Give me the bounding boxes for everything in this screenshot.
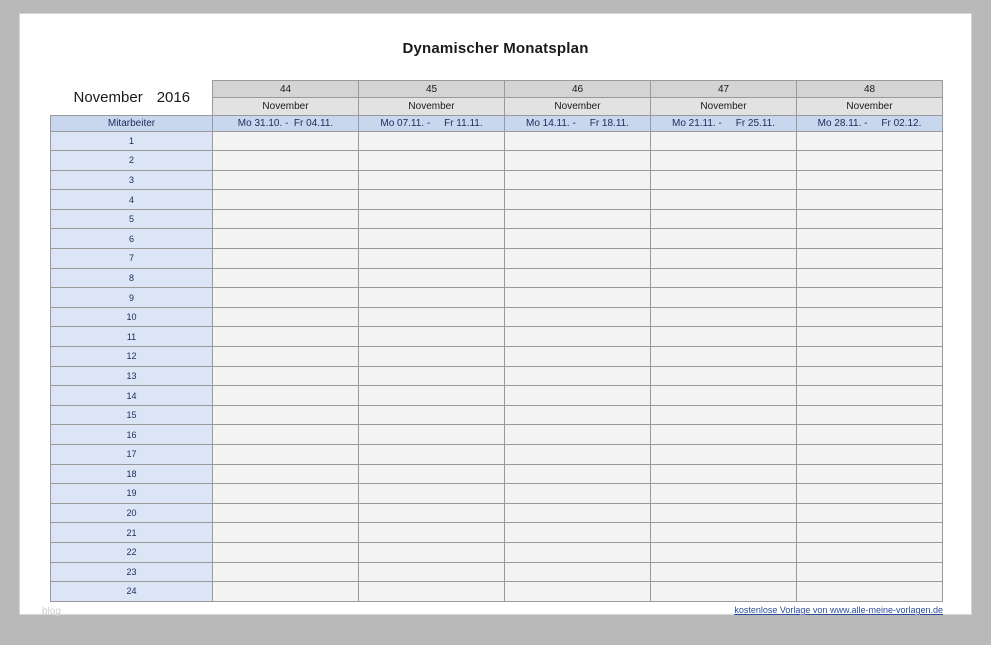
schedule-entry-cell[interactable] (505, 425, 651, 445)
schedule-entry-cell[interactable] (505, 131, 651, 151)
schedule-entry-cell[interactable] (213, 327, 359, 347)
schedule-entry-cell[interactable] (505, 209, 651, 229)
column-month: November (797, 98, 943, 115)
table-row (51, 249, 943, 269)
column-date-range: Mo 31.10. - Fr 04.11. (213, 115, 359, 131)
table-row (51, 523, 943, 543)
schedule-entry-cell[interactable] (213, 366, 359, 386)
schedule-entry-cell[interactable] (505, 503, 651, 523)
table-row (51, 268, 943, 288)
schedule-entry-cell[interactable] (505, 405, 651, 425)
schedule-entry-cell[interactable] (359, 249, 505, 269)
schedule-entry-cell[interactable] (359, 405, 505, 425)
table-row (51, 562, 943, 582)
date-range-row (51, 115, 943, 131)
employee-name-cell[interactable]: 16 (51, 425, 213, 445)
schedule-entry-cell[interactable] (797, 542, 943, 562)
schedule-entry-cell[interactable] (213, 523, 359, 543)
schedule-entry-cell[interactable] (359, 209, 505, 229)
schedule-entry-cell[interactable] (797, 523, 943, 543)
schedule-entry-cell[interactable] (651, 327, 797, 347)
week-number-row (51, 81, 943, 98)
employee-name-cell[interactable]: 8 (51, 268, 213, 288)
schedule-entry-cell[interactable] (797, 582, 943, 602)
schedule-entry-cell[interactable] (797, 484, 943, 504)
schedule-entry-cell[interactable] (797, 562, 943, 582)
week-number: 47 (651, 81, 797, 98)
table-row (51, 425, 943, 445)
employee-name-cell[interactable]: 24 (51, 582, 213, 602)
table-row (51, 327, 943, 347)
schedule-entry-cell[interactable] (651, 190, 797, 210)
schedule-entry-cell[interactable] (359, 288, 505, 308)
employee-name-cell[interactable]: 7 (51, 249, 213, 269)
schedule-entry-cell[interactable] (213, 445, 359, 465)
schedule-entry-cell[interactable] (213, 386, 359, 406)
employee-name-cell[interactable]: 13 (51, 366, 213, 386)
table-row (51, 542, 943, 562)
table-row (51, 131, 943, 151)
document-page (20, 14, 971, 617)
employee-name-cell[interactable]: 2 (51, 151, 213, 171)
table-row (51, 307, 943, 327)
column-date-range: Mo 14.11. - Fr 18.11. (505, 115, 651, 131)
schedule-entry-cell[interactable] (505, 484, 651, 504)
schedule-entry-cell[interactable] (213, 307, 359, 327)
schedule-sheet (50, 80, 943, 602)
schedule-entry-cell[interactable] (359, 464, 505, 484)
table-row (51, 503, 943, 523)
table-row (51, 347, 943, 367)
schedule-table (50, 80, 943, 602)
schedule-entry-cell[interactable] (505, 307, 651, 327)
schedule-entry-cell[interactable] (213, 347, 359, 367)
year-value: 2016 (156, 89, 191, 106)
schedule-entry-cell[interactable] (213, 249, 359, 269)
employee-name-cell[interactable]: 6 (51, 229, 213, 249)
schedule-entry-cell[interactable] (213, 542, 359, 562)
schedule-entry-cell[interactable] (797, 131, 943, 151)
employee-name-cell[interactable]: 9 (51, 288, 213, 308)
schedule-entry-cell[interactable] (797, 268, 943, 288)
schedule-entry-cell[interactable] (505, 151, 651, 171)
employee-name-cell[interactable]: 4 (51, 190, 213, 210)
employee-name-cell[interactable]: 23 (51, 562, 213, 582)
schedule-entry-cell[interactable] (359, 484, 505, 504)
schedule-entry-cell[interactable] (651, 249, 797, 269)
schedule-entry-cell[interactable] (651, 268, 797, 288)
schedule-entry-cell[interactable] (359, 503, 505, 523)
schedule-entry-cell[interactable] (797, 445, 943, 465)
schedule-entry-cell[interactable] (651, 562, 797, 582)
column-month: November (359, 98, 505, 115)
table-row (51, 582, 943, 602)
column-date-range: Mo 21.11. - Fr 25.11. (651, 115, 797, 131)
schedule-entry-cell[interactable] (797, 229, 943, 249)
column-month: November (505, 98, 651, 115)
employee-name-cell[interactable]: 19 (51, 484, 213, 504)
schedule-entry-cell[interactable] (651, 386, 797, 406)
schedule-entry-cell[interactable] (359, 445, 505, 465)
footer (50, 605, 943, 615)
schedule-entry-cell[interactable] (213, 151, 359, 171)
schedule-entry-cell[interactable] (797, 366, 943, 386)
employee-name-cell[interactable]: 18 (51, 464, 213, 484)
column-month: November (651, 98, 797, 115)
schedule-entry-cell[interactable] (359, 366, 505, 386)
column-date-range: Mo 28.11. - Fr 02.12. (797, 115, 943, 131)
table-row (51, 464, 943, 484)
schedule-entry-cell[interactable] (213, 288, 359, 308)
schedule-entry-cell[interactable] (359, 425, 505, 445)
schedule-entry-cell[interactable] (359, 562, 505, 582)
employee-name-cell[interactable]: 21 (51, 523, 213, 543)
schedule-entry-cell[interactable] (797, 405, 943, 425)
schedule-entry-cell[interactable] (505, 366, 651, 386)
schedule-body (51, 131, 943, 601)
schedule-entry-cell[interactable] (651, 405, 797, 425)
schedule-entry-cell[interactable] (651, 347, 797, 367)
week-number: 45 (359, 81, 505, 98)
table-row (51, 288, 943, 308)
employee-name-cell[interactable]: 17 (51, 445, 213, 465)
schedule-entry-cell[interactable] (359, 190, 505, 210)
schedule-entry-cell[interactable] (651, 484, 797, 504)
employee-name-cell[interactable]: 11 (51, 327, 213, 347)
schedule-entry-cell[interactable] (651, 131, 797, 151)
schedule-entry-cell[interactable] (359, 131, 505, 151)
schedule-entry-cell[interactable] (359, 151, 505, 171)
table-row (51, 484, 943, 504)
schedule-entry-cell[interactable] (213, 464, 359, 484)
schedule-entry-cell[interactable] (651, 582, 797, 602)
schedule-entry-cell[interactable] (359, 542, 505, 562)
schedule-entry-cell[interactable] (213, 562, 359, 582)
table-row (51, 170, 943, 190)
schedule-entry-cell[interactable] (505, 327, 651, 347)
schedule-entry-cell[interactable] (213, 503, 359, 523)
table-row (51, 366, 943, 386)
schedule-entry-cell[interactable] (359, 307, 505, 327)
schedule-entry-cell[interactable] (651, 503, 797, 523)
week-number: 46 (505, 81, 651, 98)
schedule-entry-cell[interactable] (359, 327, 505, 347)
schedule-entry-cell[interactable] (797, 190, 943, 210)
schedule-entry-cell[interactable] (213, 405, 359, 425)
schedule-entry-cell[interactable] (213, 131, 359, 151)
schedule-entry-cell[interactable] (505, 268, 651, 288)
table-row (51, 151, 943, 171)
schedule-entry-cell[interactable] (651, 229, 797, 249)
schedule-entry-cell[interactable] (797, 327, 943, 347)
schedule-entry-cell[interactable] (505, 347, 651, 367)
schedule-entry-cell[interactable] (651, 523, 797, 543)
table-row (51, 405, 943, 425)
schedule-entry-cell[interactable] (797, 464, 943, 484)
schedule-entry-cell[interactable] (359, 229, 505, 249)
schedule-entry-cell[interactable] (651, 209, 797, 229)
employee-name-cell[interactable]: 15 (51, 405, 213, 425)
schedule-entry-cell[interactable] (359, 347, 505, 367)
schedule-entry-cell[interactable] (797, 249, 943, 269)
page-title: Dynamischer Monatsplan (402, 40, 589, 57)
schedule-entry-cell[interactable] (213, 190, 359, 210)
schedule-entry-cell[interactable] (797, 386, 943, 406)
template-source-link[interactable]: kostenlose Vorlage von www.alle-meine-vorlagen.de (734, 605, 943, 615)
schedule-entry-cell[interactable] (505, 582, 651, 602)
schedule-entry-cell[interactable] (505, 445, 651, 465)
schedule-entry-cell[interactable] (651, 170, 797, 190)
schedule-entry-cell[interactable] (797, 347, 943, 367)
schedule-entry-cell[interactable] (213, 170, 359, 190)
schedule-entry-cell[interactable] (505, 170, 651, 190)
employee-name-cell[interactable]: 22 (51, 542, 213, 562)
schedule-entry-cell[interactable] (651, 445, 797, 465)
employee-column-header: Mitarbeiter (51, 115, 213, 131)
employee-name-cell[interactable]: 14 (51, 386, 213, 406)
schedule-entry-cell[interactable] (505, 386, 651, 406)
schedule-entry-cell[interactable] (213, 425, 359, 445)
schedule-entry-cell[interactable] (359, 523, 505, 543)
month-name: November (73, 89, 143, 106)
schedule-entry-cell[interactable] (505, 523, 651, 543)
month-label-cell (51, 81, 213, 116)
schedule-entry-cell[interactable] (213, 209, 359, 229)
week-number: 44 (213, 81, 359, 98)
schedule-entry-cell[interactable] (505, 562, 651, 582)
employee-name-cell[interactable]: 12 (51, 347, 213, 367)
table-row (51, 209, 943, 229)
table-row (51, 445, 943, 465)
schedule-entry-cell[interactable] (505, 288, 651, 308)
schedule-entry-cell[interactable] (213, 268, 359, 288)
schedule-entry-cell[interactable] (797, 170, 943, 190)
column-date-range: Mo 07.11. - Fr 11.11. (359, 115, 505, 131)
schedule-entry-cell[interactable] (359, 386, 505, 406)
employee-name-cell[interactable]: 1 (51, 131, 213, 151)
schedule-entry-cell[interactable] (213, 229, 359, 249)
employee-name-cell[interactable]: 3 (51, 170, 213, 190)
column-month: November (213, 98, 359, 115)
schedule-entry-cell[interactable] (213, 484, 359, 504)
schedule-entry-cell[interactable] (505, 190, 651, 210)
employee-name-cell[interactable]: 20 (51, 503, 213, 523)
week-number: 48 (797, 81, 943, 98)
schedule-entry-cell[interactable] (651, 307, 797, 327)
watermark: blog (42, 606, 61, 617)
schedule-entry-cell[interactable] (213, 582, 359, 602)
schedule-entry-cell[interactable] (359, 268, 505, 288)
table-row (51, 190, 943, 210)
schedule-entry-cell[interactable] (797, 209, 943, 229)
schedule-entry-cell[interactable] (797, 151, 943, 171)
schedule-entry-cell[interactable] (505, 249, 651, 269)
schedule-entry-cell[interactable] (651, 366, 797, 386)
schedule-entry-cell[interactable] (505, 464, 651, 484)
schedule-entry-cell[interactable] (505, 229, 651, 249)
schedule-entry-cell[interactable] (797, 425, 943, 445)
schedule-entry-cell[interactable] (651, 542, 797, 562)
schedule-entry-cell[interactable] (651, 425, 797, 445)
schedule-entry-cell[interactable] (359, 582, 505, 602)
schedule-entry-cell[interactable] (797, 503, 943, 523)
schedule-entry-cell[interactable] (505, 542, 651, 562)
table-row (51, 229, 943, 249)
schedule-entry-cell[interactable] (797, 288, 943, 308)
schedule-entry-cell[interactable] (651, 288, 797, 308)
schedule-entry-cell[interactable] (359, 170, 505, 190)
employee-name-cell[interactable]: 5 (51, 209, 213, 229)
table-row (51, 386, 943, 406)
schedule-entry-cell[interactable] (651, 151, 797, 171)
schedule-entry-cell[interactable] (651, 464, 797, 484)
schedule-entry-cell[interactable] (797, 307, 943, 327)
employee-name-cell[interactable]: 10 (51, 307, 213, 327)
